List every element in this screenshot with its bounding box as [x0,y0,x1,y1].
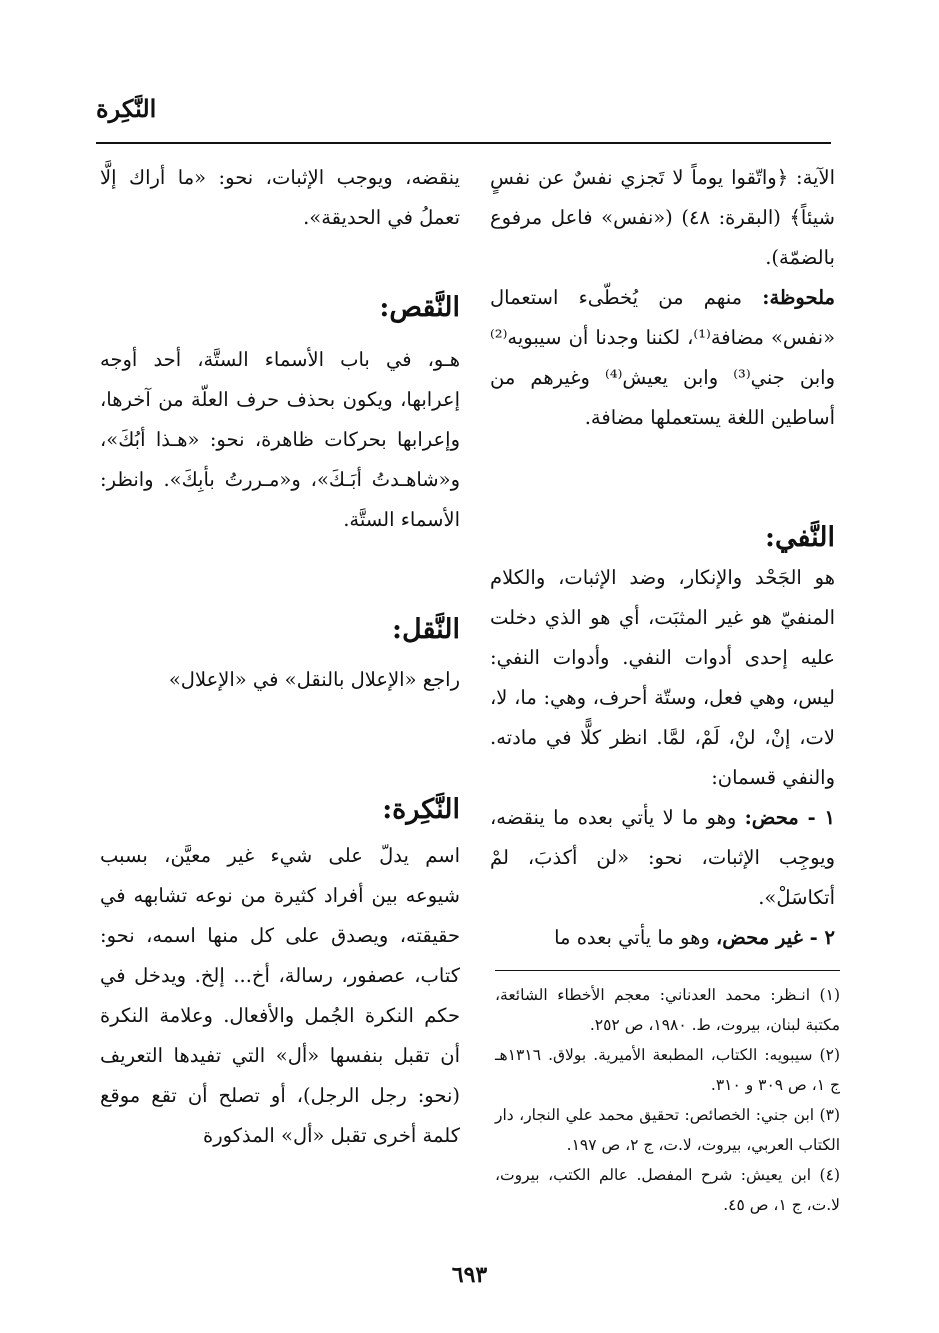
item2-text: وهو ما يأتي بعده ما [554,926,716,949]
footnote-3: (٣) ابن جني: الخصائص: تحقيق محمد علي النجار، دار الكتاب العربي، بيروت، لا.ت، ج ٢، ص ١٩٧. [495,1106,840,1154]
verse-paragraph: الآية: ﴿واتّقوا يوماً لا تَجزي نفسٌ عن نفسٍ شيئاً﴾ (البقرة: ٤٨) («نفس» فاعل مرفوع بالضمّة). [490,166,835,269]
footnote-2: (٢) سيبويه: الكتاب، المطبعة الأميرية. بولاق. ١٣١٦هـ ج ١، ص ٣٠٩ و ٣١٠. [495,1046,840,1094]
header-rule [96,142,831,144]
item1-label: ١ - محض: [744,806,835,829]
entry-heading-nafy: النَّفي: [764,522,835,553]
footnote-4: (٤) ابن يعيش: شرح المفصل. عالم الكتب، بيروت، لا.ت، ج ١، ص ٤٥. [495,1166,840,1214]
nakira-definition: اسم يدلّ على شيء غير معيَّن، بسبب شيوعه بين أفراد كثيرة من نوعه تشابهه في حقيقته، ويصدق على كل منها اسمه، نحو: كتاب، عصفور، رسالة، أخ... إلخ. ويدخل في حكم النكرة الجُمل والأفعال. وعلامة النكرة أن تقبل بنفسها «أل» التي تفيدها التعريف (نحو: رجل الرجل)، أو تصلح أن تقع موقع كلمة أخرى تقبل «أل» المذكورة [100,844,460,1147]
footnotes [495,980,840,1220]
right-column [490,158,835,958]
nafy-definition: هو الجَحْد والإنكار، وضد الإثبات، والكلام المنفيّ هو غير المثبَت، أي هو الذي دخلت عليه إحدى أدوات النفي. وأدوات النفي: ليس، وهي فعل، وستّة أحرف، وهي: ما، لا، لات، إنْ، لنْ، لَمْ، لمَّا. انظر كلًّا في مادته. والنفي قسمان: [490,566,835,789]
continued-paragraph: ينقضه، ويوجب الإثبات، نحو: «ما أراك إلَّا تعملُ في الحديقة». [100,166,460,229]
entry-heading-naql: النَّقل: [392,614,460,645]
footnote-rule [495,970,840,971]
note-text: منهم من يُخطّىء استعمال «نفس» مضافة⁽¹⁾، لكننا وجدنا أن سيبويه⁽²⁾ وابن جني⁽³⁾ وابن يعيش⁽⁴⁾ وغيرهم من أساطين اللغة يستعملها مضافة. [490,286,836,429]
entry-heading-naqs: النَّقص: [379,292,460,323]
note-paragraph [490,278,835,438]
entry-heading-nakira: النَّكِرة: [382,794,460,825]
item1-text: وهو ما لا يأتي بعده ما ينقضه، ويوجِب الإثبات، نحو: «لن أكذبَ، لمْ أتكاسَلْ». [490,806,835,909]
item2-label: ٢ - غير محض، [715,926,835,949]
naqs-definition: هـو، في باب الأسماء الستَّة، أحد أوجه إعرابها، ويكون بحذف حرف العلّة من آخرها، وإعرابها بحركات ظاهرة، نحو: «هـذا أبُكَ»، و«شاهـدتُ أبَـكَ»، و«مـررتُ بأبِكَ». وانظر: الأسماء الستَّة. [100,348,460,531]
nafy-item-1 [490,798,835,918]
left-column [100,158,460,1156]
footnote-1: (١) انـظر: محمد العدناني: معجم الأخطاء الشائعة، مكتبة لبنان، بيروت، ط. ١٩٨٠، ص ٢٥٢. [495,986,840,1034]
page-number: ٦٩٣ [451,1262,488,1288]
note-label: ملحوظة: [762,286,835,309]
nafy-item-2 [490,918,835,958]
running-head: النَّكِرة [96,94,157,123]
naql-definition: راجع «الإعلال بالنقل» في «الإعلال» [168,668,460,691]
